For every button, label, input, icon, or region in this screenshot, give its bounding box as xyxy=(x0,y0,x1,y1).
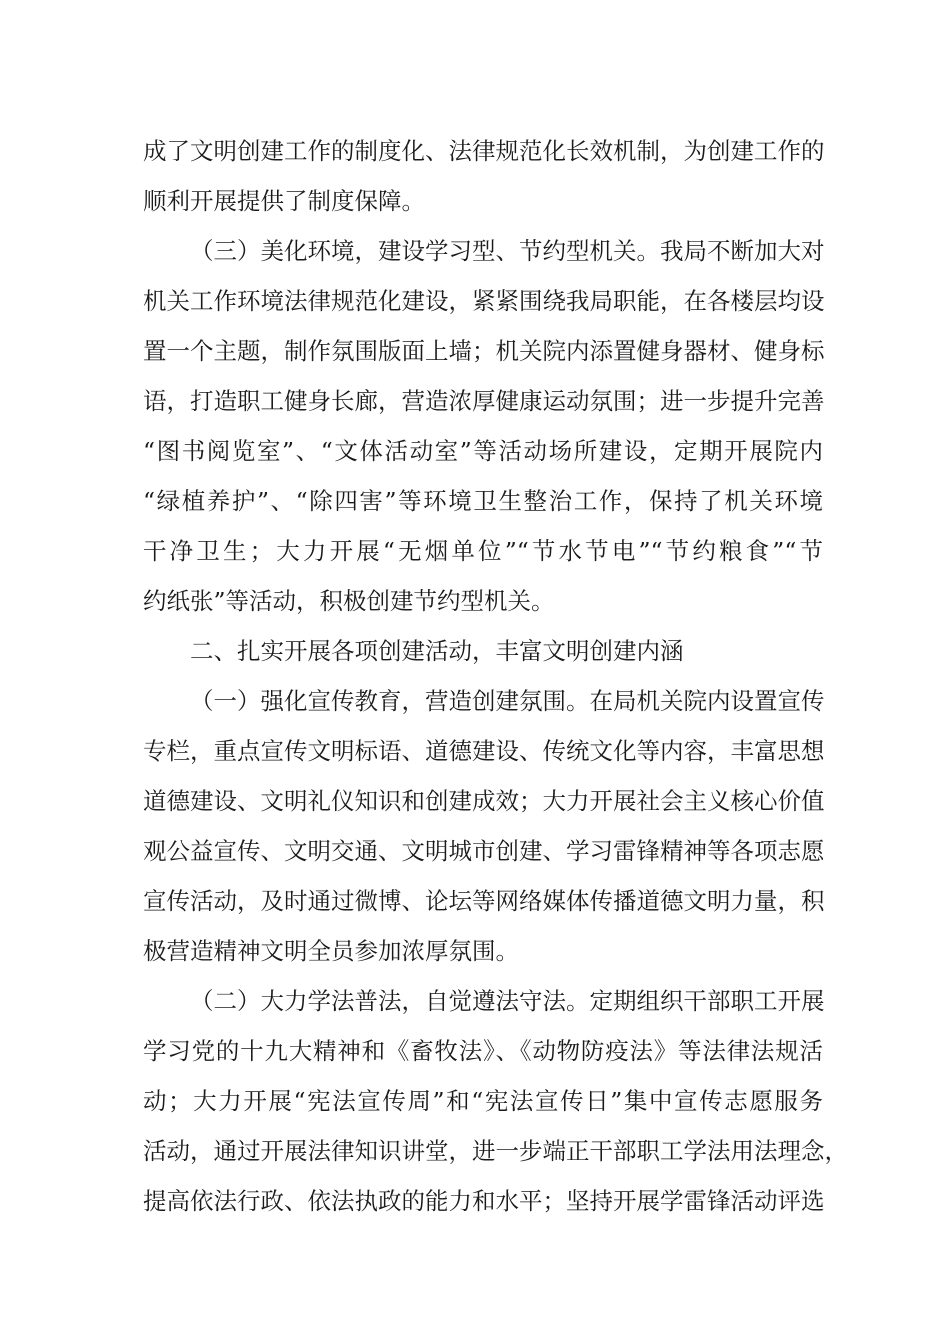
text-line: 学习党的十九大精神和《畜牧法》、《动物防疫法》等法律法规活 xyxy=(143,1037,823,1065)
text-line: 观公益宣传、文明交通、文明城市创建、学习雷锋精神等各项志愿 xyxy=(143,837,825,865)
text-line: 提高依法行政、依法执政的能力和水平；坚持开展学雷锋活动评选 xyxy=(143,1187,825,1215)
text-line: 活动，通过开展法律知识讲堂，进一步端正干部职工学法用法理念， xyxy=(143,1137,848,1165)
text-line: （三）美化环境，建设学习型、节约型机关。我局不断加大对 xyxy=(190,237,825,265)
text-line: 机关工作环境法律规范化建设，紧紧围绕我局职能，在各楼层均设 xyxy=(143,287,825,315)
text-line: 顺利开展提供了制度保障。 xyxy=(143,187,425,215)
text-line: 宣传活动，及时通过微博、论坛等网络媒体传播道德文明力量，积 xyxy=(143,887,825,915)
text-line: 极营造精神文明全员参加浓厚氛围。 xyxy=(143,937,519,965)
text-line: 成了文明创建工作的制度化、法律规范化长效机制，为创建工作的 xyxy=(143,137,825,165)
text-line: （二）大力学法普法，自觉遵法守法。定期组织干部职工开展 xyxy=(190,987,825,1015)
text-line: 语，打造职工健身长廊，营造浓厚健康运动氛围；进一步提升完善 xyxy=(143,387,825,415)
text-line: 干净卫生；大力开展“无烟单位”“节水节电”“节约粮食”“节 xyxy=(143,537,823,565)
text-line: 道德建设、文明礼仪知识和创建成效；大力开展社会主义核心价值 xyxy=(143,787,825,815)
text-line: “绿植养护”、“除四害”等环境卫生整治工作，保持了机关环境 xyxy=(143,487,823,515)
document-body xyxy=(143,126,848,1226)
text-line: 约纸张”等活动，积极创建节约型机关。 xyxy=(143,587,555,615)
section-heading: 二、扎实开展各项创建活动，丰富文明创建内涵 xyxy=(190,637,684,665)
text-line: “图书阅览室”、“文体活动室”等活动场所建设，定期开展院内 xyxy=(143,437,823,465)
text-line: （一）强化宣传教育，营造创建氛围。在局机关院内设置宣传 xyxy=(190,687,825,715)
text-line: 专栏，重点宣传文明标语、道德建设、传统文化等内容，丰富思想 xyxy=(143,737,825,765)
text-line: 动；大力开展“宪法宣传周”和“宪法宣传日”集中宣传志愿服务 xyxy=(143,1087,823,1115)
text-line: 置一个主题，制作氛围版面上墙；机关院内添置健身器材、健身标 xyxy=(143,337,825,365)
